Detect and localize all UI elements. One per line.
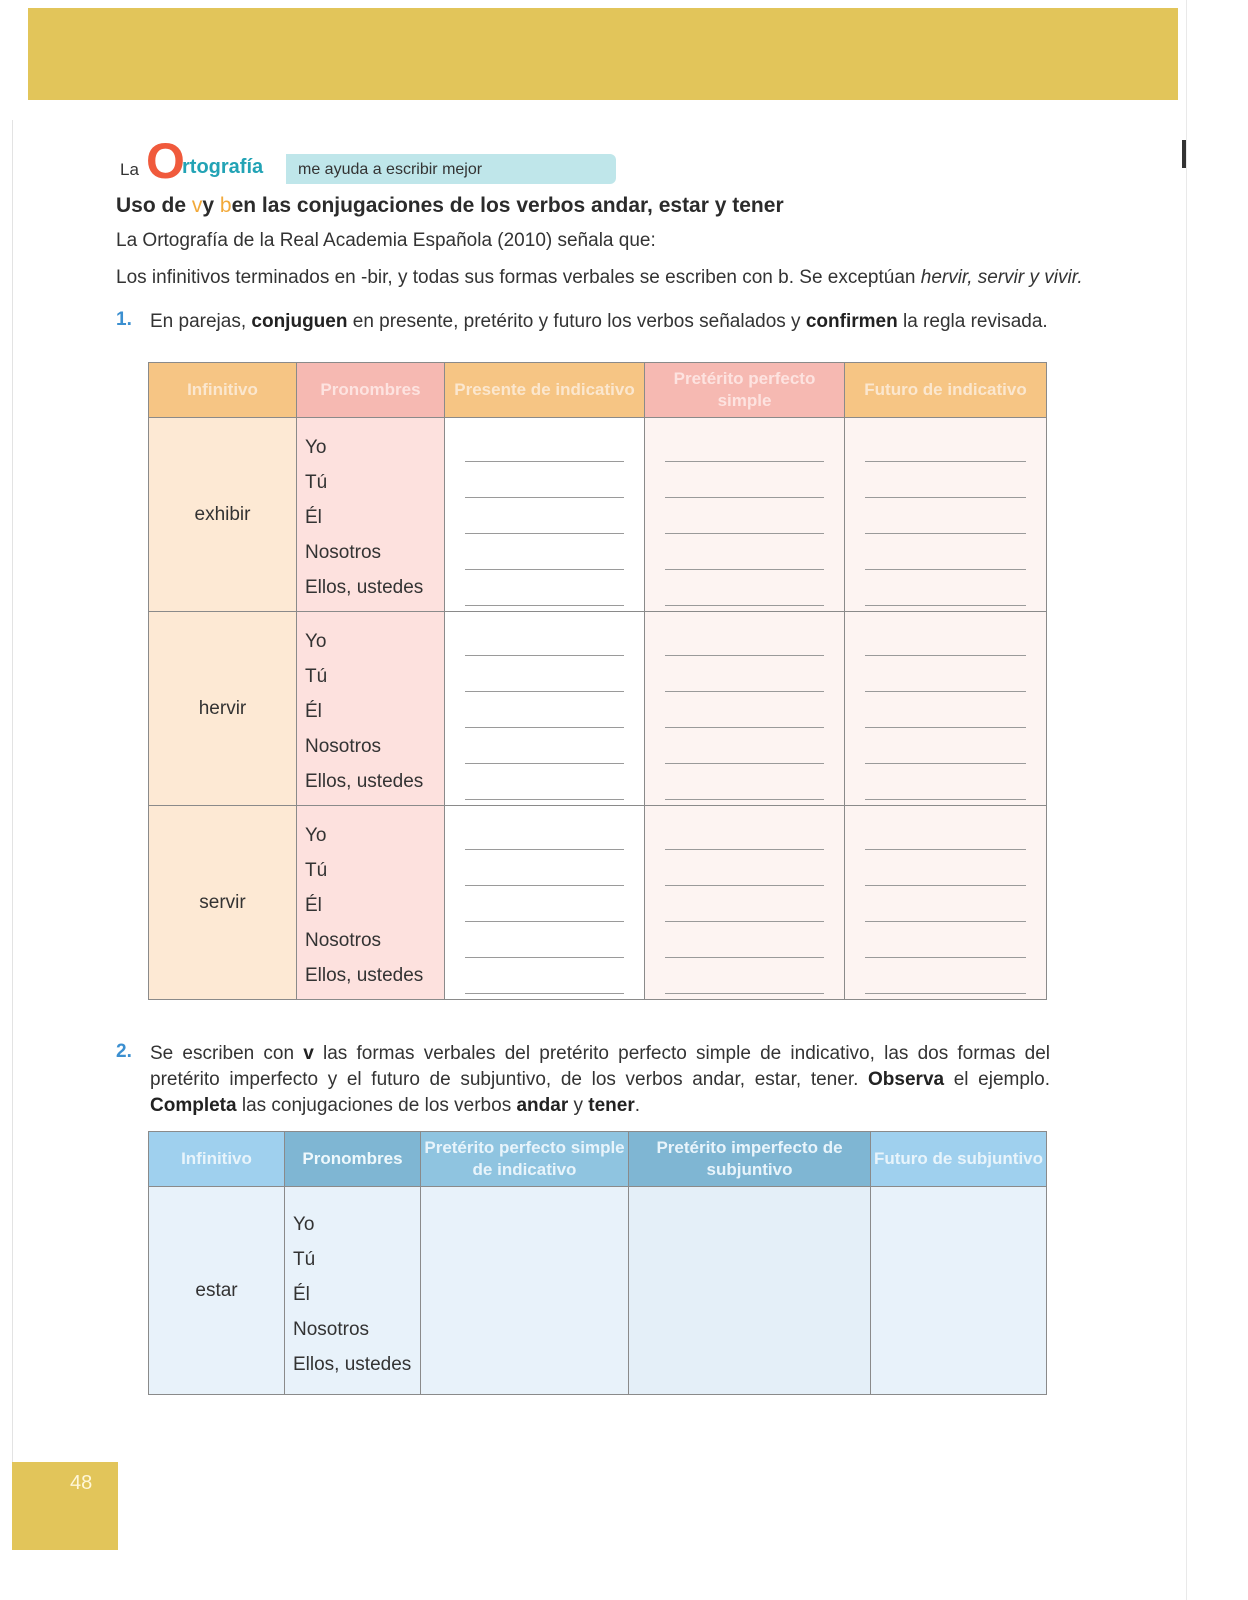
header-preterito: Pretérito perfecto simple <box>645 363 845 418</box>
pronoun: Yo <box>305 825 327 846</box>
intro-line-2 <box>116 267 1083 289</box>
answer-line[interactable] <box>865 728 1026 764</box>
answer-line[interactable] <box>865 620 1026 656</box>
pronoun: Ellos, ustedes <box>305 577 424 598</box>
answer-line[interactable] <box>665 886 824 922</box>
section-title <box>116 194 784 218</box>
answer-line[interactable] <box>665 462 824 498</box>
answer-line[interactable] <box>865 958 1026 994</box>
answer-line[interactable] <box>465 620 624 656</box>
header-pronombres: Pronombres <box>297 363 445 418</box>
answer-line[interactable] <box>665 534 824 570</box>
table-row <box>149 1187 1047 1395</box>
pronouns-cell <box>297 612 445 806</box>
answer-line[interactable] <box>465 922 624 958</box>
exercise-number: 2. <box>116 1041 132 1062</box>
answer-line[interactable] <box>865 462 1026 498</box>
infinitive-cell: exhibir <box>149 418 297 612</box>
answer-line[interactable] <box>665 958 824 994</box>
answer-line[interactable] <box>865 570 1026 606</box>
infinitive-cell: hervir <box>149 612 297 806</box>
answer-line[interactable] <box>465 958 624 994</box>
answer-line[interactable] <box>665 850 824 886</box>
answer-line[interactable] <box>865 764 1026 800</box>
conjugation-table-2 <box>148 1131 1047 1395</box>
title-letter-b: b <box>219 194 232 217</box>
page-edge-left <box>12 120 13 1470</box>
answer-cell <box>645 418 845 612</box>
title-part: y <box>202 194 220 217</box>
header-futuro-subjuntivo: Futuro de subjuntivo <box>871 1132 1047 1187</box>
answer-line[interactable] <box>665 922 824 958</box>
pronoun: Nosotros <box>305 930 382 951</box>
header-preterito-imperfecto: Pretérito imperfecto de subjuntivo <box>629 1132 871 1187</box>
pronoun: Tú <box>305 472 328 493</box>
answer-cell <box>645 806 845 1000</box>
answer-line[interactable] <box>865 692 1026 728</box>
pronoun: Ellos, ustedes <box>305 965 424 986</box>
answer-line[interactable] <box>465 656 624 692</box>
title-part: Uso de <box>116 194 192 217</box>
answer-cell <box>445 806 645 1000</box>
answer-line[interactable] <box>465 426 624 462</box>
answer-line[interactable] <box>465 498 624 534</box>
header-word: rtografía <box>182 156 264 178</box>
top-decorative-band <box>28 8 1178 100</box>
answer-line[interactable] <box>665 498 824 534</box>
answer-line[interactable] <box>665 656 824 692</box>
answer-line[interactable] <box>465 850 624 886</box>
answer-line[interactable] <box>465 886 624 922</box>
table-row <box>149 612 1047 806</box>
answer-cell <box>845 612 1047 806</box>
answer-line[interactable] <box>865 426 1026 462</box>
answer-line[interactable] <box>865 534 1026 570</box>
conjugation-table-1 <box>148 362 1047 1000</box>
header-futuro: Futuro de indicativo <box>845 363 1047 418</box>
answer-line[interactable] <box>865 656 1026 692</box>
answer-cell <box>845 418 1047 612</box>
answer-line[interactable] <box>865 498 1026 534</box>
answer-line[interactable] <box>465 728 624 764</box>
page-number: 48 <box>70 1472 93 1494</box>
answer-line[interactable] <box>865 922 1026 958</box>
intro-line-1: La Ortografía de la Real Academia Española (2010) señala que: <box>116 230 656 251</box>
header-big-letter: O <box>146 133 185 189</box>
pronoun: Nosotros <box>293 1319 370 1340</box>
pronouns-cell <box>297 806 445 1000</box>
intro-text: Los infinitivos terminados en -bir, y todas sus formas verbales se escriben con b. Se exceptúan <box>116 267 921 288</box>
answer-line[interactable] <box>665 764 824 800</box>
answer-line[interactable] <box>665 620 824 656</box>
answer-line[interactable] <box>465 814 624 850</box>
answer-line[interactable] <box>865 814 1026 850</box>
table-row <box>149 806 1047 1000</box>
pronoun: Él <box>305 507 322 528</box>
pronoun: Tú <box>305 860 328 881</box>
infinitive-cell: estar <box>149 1187 285 1395</box>
answer-line[interactable] <box>465 764 624 800</box>
pronoun: Yo <box>305 437 327 458</box>
answer-line[interactable] <box>665 570 824 606</box>
header-la: La <box>120 160 139 179</box>
pronouns-cell <box>285 1187 421 1395</box>
pronoun: Nosotros <box>305 542 382 563</box>
page-edge-right <box>1186 0 1187 1600</box>
header-preterito-perfecto: Pretérito perfecto simple de indicativo <box>421 1132 629 1187</box>
header-presente: Presente de indicativo <box>445 363 645 418</box>
answer-line[interactable] <box>465 462 624 498</box>
answer-cell[interactable] <box>871 1187 1047 1395</box>
header-infinitivo: Infinitivo <box>149 1132 285 1187</box>
page-number-tab <box>12 1462 118 1550</box>
answer-cell <box>645 612 845 806</box>
answer-line[interactable] <box>665 814 824 850</box>
answer-line[interactable] <box>465 692 624 728</box>
exercise-instruction: Se escriben con v las formas verbales del pretérito perfecto simple de indicativo, las dos formas del pretérito imperfecto y el futuro de subjuntivo, de los verbos andar, estar, tener. Observa el ejemplo. Completa las conjugaciones de los verbos andar y tener. <box>150 1043 1050 1116</box>
pronoun: Nosotros <box>305 736 382 757</box>
infinitive-cell: servir <box>149 806 297 1000</box>
pronoun: Ellos, ustedes <box>293 1354 412 1375</box>
answer-cell <box>445 418 645 612</box>
answer-line[interactable] <box>865 850 1026 886</box>
header-pronombres: Pronombres <box>285 1132 421 1187</box>
pronoun: Tú <box>305 666 328 687</box>
header-infinitivo: Infinitivo <box>149 363 297 418</box>
pronoun: Él <box>293 1284 310 1305</box>
exercise-instruction: En parejas, conjuguen en presente, pretérito y futuro los verbos señalados y confirmen la regla revisada. <box>150 311 1048 332</box>
pronoun: Tú <box>293 1249 316 1270</box>
answer-cell <box>845 806 1047 1000</box>
answer-line[interactable] <box>665 426 824 462</box>
title-letter-v: v <box>191 194 203 217</box>
title-part: en las conjugaciones de los verbos andar, estar y tener <box>231 194 784 217</box>
answer-line[interactable] <box>465 570 624 606</box>
pronoun: Yo <box>293 1214 315 1235</box>
answer-line[interactable] <box>865 886 1026 922</box>
answer-cell[interactable] <box>421 1187 629 1395</box>
pronoun: Yo <box>305 631 327 652</box>
answer-cell <box>445 612 645 806</box>
answer-line[interactable] <box>465 534 624 570</box>
answer-line[interactable] <box>665 692 824 728</box>
pronoun: Ellos, ustedes <box>305 771 424 792</box>
answer-cell[interactable] <box>629 1187 871 1395</box>
intro-italic: hervir, servir y vivir. <box>920 267 1083 288</box>
table-row <box>149 418 1047 612</box>
answer-line[interactable] <box>665 728 824 764</box>
pronoun: Él <box>305 701 322 722</box>
header-subtitle: me ayuda a escribir mejor <box>298 161 483 178</box>
section-header <box>116 133 496 189</box>
binding-mark <box>1182 140 1186 168</box>
pronoun: Él <box>305 895 322 916</box>
pronouns-cell <box>297 418 445 612</box>
exercise-number: 1. <box>116 309 132 330</box>
